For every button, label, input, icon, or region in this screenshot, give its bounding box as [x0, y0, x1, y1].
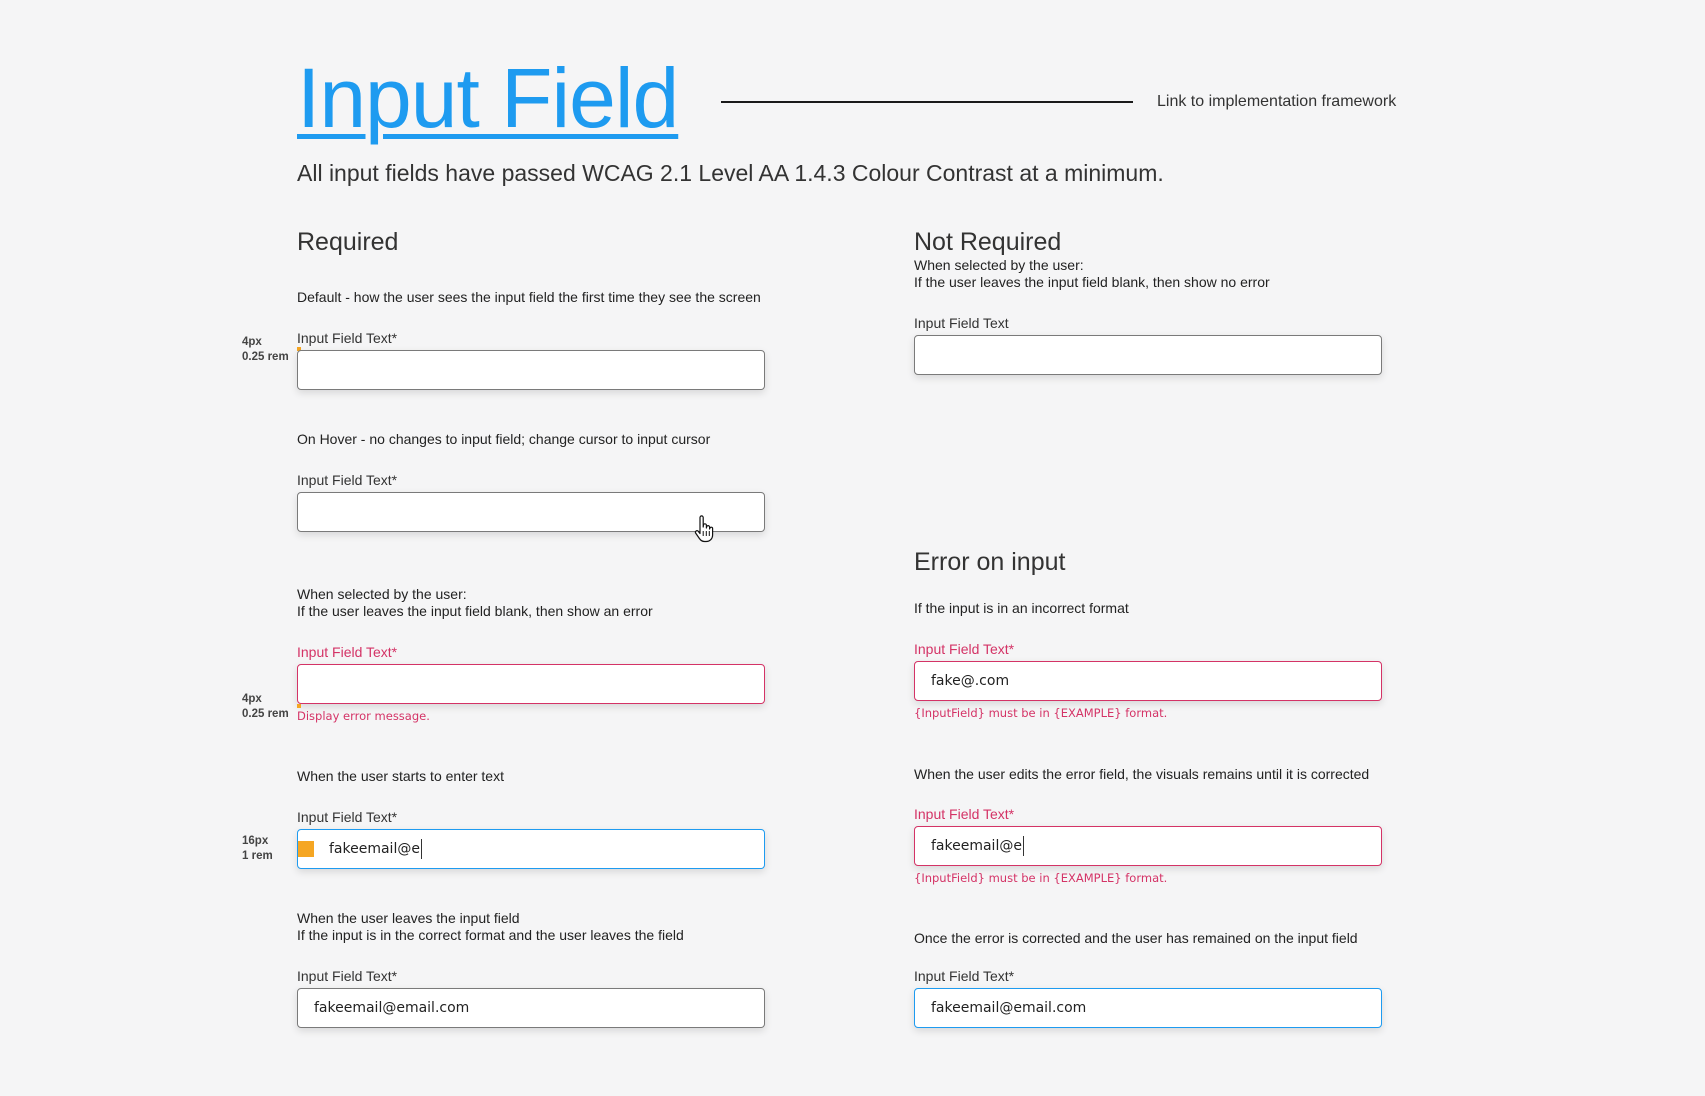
corrected-input-field[interactable]: fakeemail@email.com — [914, 988, 1382, 1028]
required-heading: Required — [297, 228, 399, 256]
editing-error-field-label: Input Field Text* — [914, 806, 1015, 822]
hover-field-label: Input Field Text* — [297, 472, 398, 488]
typing-state-description: When the user starts to enter text — [297, 768, 504, 784]
error-spacing-marker — [297, 704, 301, 708]
typing-input-value: fakeemail@e — [329, 841, 420, 857]
default-state-description: Default - how the user sees the input field the first time they see the screen — [297, 289, 761, 305]
hover-state-description: On Hover - no changes to input field; change cursor to input cursor — [297, 431, 711, 447]
corrected-field-label: Input Field Text* — [914, 968, 1015, 984]
default-input-field[interactable] — [297, 350, 765, 390]
text-caret — [421, 839, 422, 859]
incorrect-format-error-message: {InputField} must be in {EXAMPLE} format. — [914, 706, 1168, 720]
editing-error-message: {InputField} must be in {EXAMPLE} format. — [914, 871, 1168, 885]
spacing-annotation-px: 4px — [242, 336, 262, 348]
not-required-field-label: Input Field Text — [914, 315, 1009, 331]
error-spacing-annotation-rem: 0.25 rem — [242, 708, 289, 720]
leave-field-label: Input Field Text* — [297, 968, 398, 984]
padding-annotation-px: 16px — [242, 835, 269, 847]
blank-error-message: Display error message. — [297, 709, 430, 723]
editing-error-input-value: fakeemail@e — [931, 838, 1022, 854]
page-title[interactable]: Input Field — [297, 51, 679, 145]
not-required-input-field[interactable] — [914, 335, 1382, 375]
padding-annotation-rem: 1 rem — [242, 850, 273, 862]
blank-error-description-line1: When selected by the user: — [297, 586, 467, 602]
error-spacing-annotation-px: 4px — [242, 693, 262, 705]
implementation-framework-link[interactable]: Link to implementation framework — [1157, 93, 1397, 110]
padding-marker — [298, 841, 314, 857]
blank-error-description-line2: If the user leaves the input field blank, then show an error — [297, 603, 653, 619]
incorrect-format-description: If the input is in an incorrect format — [914, 600, 1129, 616]
text-caret — [1023, 836, 1024, 856]
incorrect-format-field-label: Input Field Text* — [914, 641, 1015, 657]
blank-error-input-field[interactable] — [297, 664, 765, 704]
incorrect-format-input-field[interactable]: fake@.com — [914, 661, 1382, 701]
leave-input-field[interactable]: fakeemail@email.com — [297, 988, 765, 1028]
not-required-heading: Not Required — [914, 228, 1062, 256]
editing-error-input-field[interactable] — [914, 826, 1382, 866]
spacing-annotation-rem: 0.25 rem — [242, 351, 289, 363]
typing-field-label: Input Field Text* — [297, 809, 398, 825]
default-field-label: Input Field Text* — [297, 330, 398, 346]
leave-state-description-line1: When the user leaves the input field — [297, 910, 520, 926]
typing-input-field[interactable] — [297, 829, 765, 869]
blank-error-field-label: Input Field Text* — [297, 644, 398, 660]
corrected-description: Once the error is corrected and the user has remained on the input field — [914, 930, 1358, 946]
title-divider-line — [721, 101, 1133, 103]
editing-error-description: When the user edits the error field, the visuals remains until it is corrected — [914, 766, 1370, 782]
error-on-input-heading: Error on input — [914, 548, 1066, 576]
hand-pointer-icon — [694, 515, 714, 543]
not-required-description-line1: When selected by the user: — [914, 257, 1084, 273]
page-subtitle: All input fields have passed WCAG 2.1 Level AA 1.4.3 Colour Contrast at a minimum. — [297, 160, 1164, 186]
leave-state-description-line2: If the input is in the correct format and the user leaves the field — [297, 927, 684, 943]
not-required-description-line2: If the user leaves the input field blank, then show no error — [914, 274, 1270, 290]
